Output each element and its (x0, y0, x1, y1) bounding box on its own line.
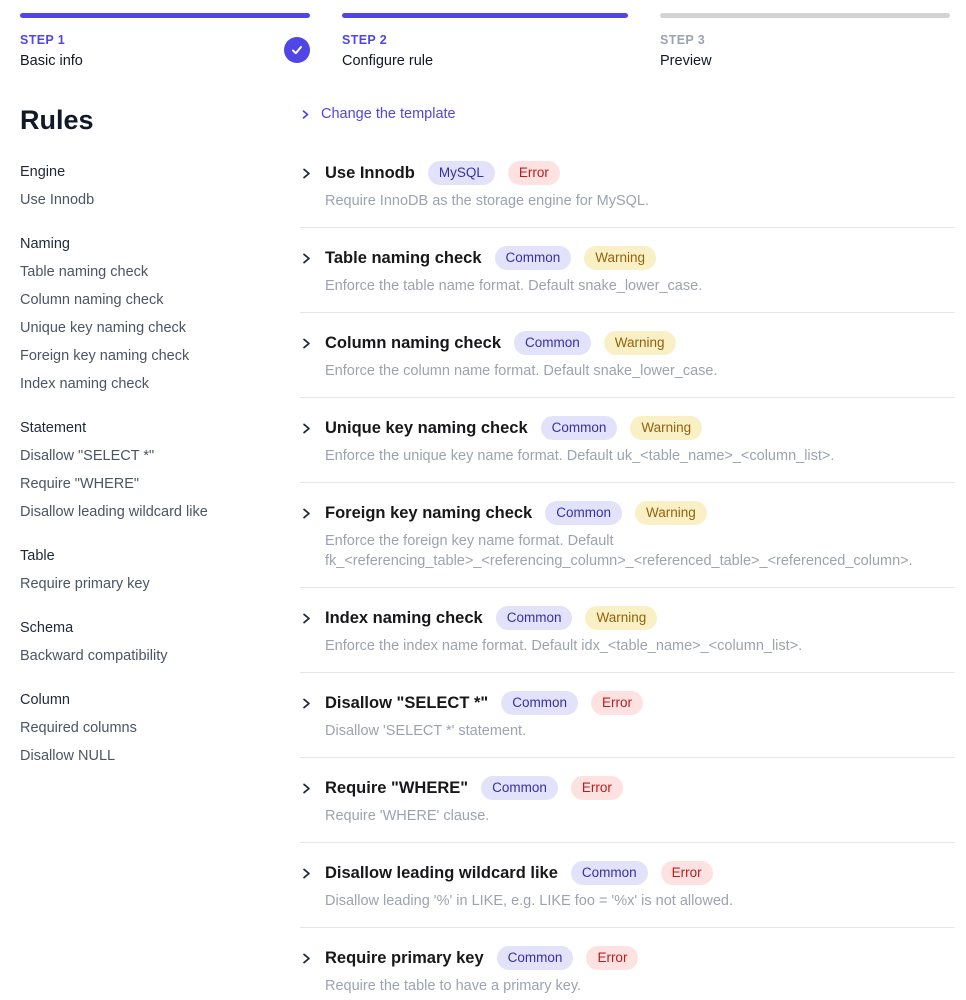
rule-description: Enforce the column name format. Default snake_lower_case. (325, 363, 718, 379)
rule-row-index-naming-check (300, 588, 955, 673)
engine-badge: Common (495, 246, 572, 271)
sidebar-section-title: Schema (20, 620, 74, 636)
engine-badge: Common (545, 501, 622, 526)
level-badge: Error (586, 946, 638, 971)
sidebar-item-use-innodb[interactable]: Use Innodb (20, 192, 95, 208)
engine-badge: Common (571, 861, 648, 886)
rule-row-disallow-leading-wildcard-like (300, 843, 955, 928)
sidebar-section-schema (20, 614, 280, 670)
chevron-right-icon[interactable] (300, 952, 314, 965)
rule-description: Disallow leading '%' in LIKE, e.g. LIKE foo = '%x' is not allowed. (325, 893, 734, 909)
level-badge: Warning (585, 606, 657, 631)
rule-title: Use Innodb (325, 163, 415, 182)
rule-title: Index naming check (325, 608, 483, 627)
sidebar-item-disallow-leading-wildcard-like[interactable]: Disallow leading wildcard like (20, 504, 208, 520)
chevron-right-icon[interactable] (300, 507, 314, 520)
step-2[interactable] (342, 33, 433, 71)
rule-description: Require the table to have a primary key. (325, 978, 582, 994)
rule-row-use-innodb (300, 143, 955, 228)
rule-title: Table naming check (325, 248, 482, 267)
engine-badge: Common (501, 691, 578, 716)
engine-badge: Common (481, 776, 558, 801)
sidebar-section-title: Statement (20, 420, 87, 436)
rules-sidebar (20, 100, 280, 770)
chevron-right-icon[interactable] (300, 697, 314, 710)
sidebar-section-table (20, 542, 280, 598)
rule-description: Disallow 'SELECT *' statement. (325, 723, 527, 739)
rule-title: Require "WHERE" (325, 778, 469, 797)
sidebar-section-statement (20, 414, 280, 526)
sidebar-section-title: Naming (20, 236, 70, 252)
sidebar-item-column-naming-check[interactable]: Column naming check (20, 292, 164, 308)
chevron-right-icon[interactable] (300, 867, 314, 880)
change-template-link[interactable] (300, 100, 955, 128)
rule-row-require-primary-key (300, 928, 955, 1000)
sidebar-item-disallow-null[interactable]: Disallow NULL (20, 748, 116, 764)
sidebar-section-title: Table (20, 548, 55, 564)
rule-title: Foreign key naming check (325, 503, 533, 522)
sidebar-item-require-primary-key[interactable]: Require primary key (20, 576, 150, 592)
level-badge: Warning (635, 501, 707, 526)
sidebar-section-title: Engine (20, 164, 66, 180)
rule-title: Unique key naming check (325, 418, 528, 437)
sidebar-item-backward-compatibility[interactable]: Backward compatibility (20, 648, 168, 664)
step-complete-check-icon (284, 37, 310, 63)
rule-row-disallow-select-star (300, 673, 955, 758)
rule-row-unique-key-naming-check (300, 398, 955, 483)
rule-title: Column naming check (325, 333, 502, 352)
sidebar-section-engine (20, 158, 280, 214)
sidebar-item-foreign-key-naming-check[interactable]: Foreign key naming check (20, 348, 190, 364)
level-badge: Error (591, 691, 643, 716)
chevron-right-icon[interactable] (300, 252, 314, 265)
sidebar-section-column (20, 686, 280, 770)
chevron-right-icon[interactable] (300, 782, 314, 795)
rule-description: Enforce the unique key name format. Default uk_<table_name>_<column_list>. (325, 448, 835, 464)
engine-badge: Common (496, 606, 573, 631)
step-3-name: Preview (660, 53, 712, 69)
step-1[interactable] (20, 33, 83, 71)
step2-progress-bar (342, 13, 628, 18)
rule-description: Require InnoDB as the storage engine for MySQL. (325, 193, 650, 209)
sidebar-item-index-naming-check[interactable]: Index naming check (20, 376, 149, 392)
step-1-label: STEP 1 (20, 33, 66, 47)
page-title: Rules (20, 105, 94, 135)
level-badge: Error (571, 776, 623, 801)
rule-description: Enforce the index name format. Default idx_<table_name>_<column_list>. (325, 638, 803, 654)
sidebar-item-required-columns[interactable]: Required columns (20, 720, 137, 736)
sidebar-item-unique-key-naming-check[interactable]: Unique key naming check (20, 320, 187, 336)
sidebar-item-disallow-select-star[interactable]: Disallow "SELECT *" (20, 448, 155, 464)
engine-badge: Common (497, 946, 574, 971)
step-3-label: STEP 3 (660, 33, 706, 47)
chevron-right-icon[interactable] (300, 612, 314, 625)
engine-badge: Common (541, 416, 618, 441)
rule-description: Require 'WHERE' clause. (325, 808, 490, 824)
step-2-name: Configure rule (342, 53, 434, 69)
rule-row-column-naming-check (300, 313, 955, 398)
level-badge: Warning (604, 331, 676, 356)
step-3[interactable] (660, 33, 712, 71)
chevron-right-icon[interactable] (300, 337, 314, 350)
rule-title: Require primary key (325, 948, 484, 967)
level-badge: Warning (584, 246, 656, 271)
rule-title: Disallow "SELECT *" (325, 693, 489, 712)
change-template-label: Change the template (321, 106, 456, 122)
rule-description: Enforce the table name format. Default snake_lower_case. (325, 278, 703, 294)
step1-progress-bar (20, 13, 310, 18)
rule-description: Enforce the foreign key name format. Default fk_<referencing_table>_<referencing_column>_<referenced_table>_<referenced_column>. (325, 533, 913, 569)
sidebar-item-require-where[interactable]: Require "WHERE" (20, 476, 140, 492)
rule-title: Disallow leading wildcard like (325, 863, 558, 882)
chevron-right-icon (300, 109, 311, 120)
step-1-name: Basic info (20, 53, 83, 69)
step-2-label: STEP 2 (342, 33, 388, 47)
chevron-right-icon[interactable] (300, 422, 314, 435)
level-badge: Error (661, 861, 713, 886)
sidebar-item-table-naming-check[interactable]: Table naming check (20, 264, 149, 280)
chevron-right-icon[interactable] (300, 167, 314, 180)
engine-badge: MySQL (428, 161, 495, 186)
rule-row-table-naming-check (300, 228, 955, 313)
sidebar-section-naming (20, 230, 280, 398)
rule-row-foreign-key-naming-check (300, 483, 955, 588)
rule-list-panel (300, 100, 955, 1000)
level-badge: Warning (630, 416, 702, 441)
sidebar-section-title: Column (20, 692, 70, 708)
rule-row-require-where (300, 758, 955, 843)
engine-badge: Common (514, 331, 591, 356)
level-badge: Error (508, 161, 560, 186)
step3-progress-bar (660, 13, 950, 18)
